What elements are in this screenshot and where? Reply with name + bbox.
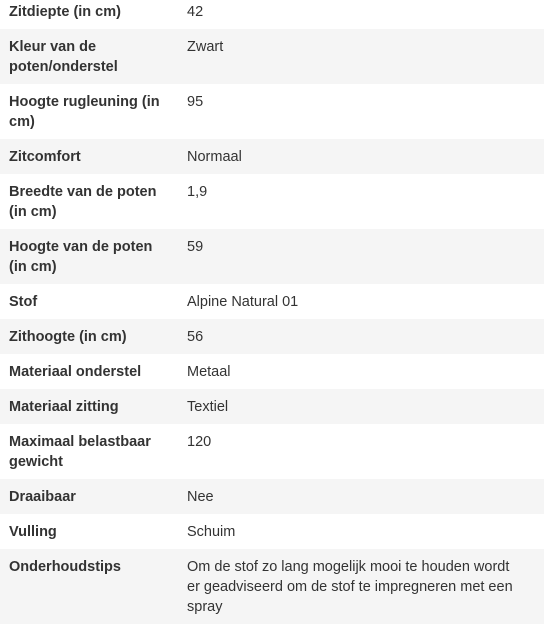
spec-label: Maximaal belastbaar gewicht: [9, 434, 151, 470]
spec-row-stof: [0, 284, 544, 319]
spec-value: Metaal: [187, 364, 231, 380]
spec-value: Nee: [187, 489, 214, 505]
spec-value: 42: [187, 4, 204, 20]
spec-row-kleur-poten: [0, 29, 544, 84]
spec-value: 120: [187, 434, 212, 450]
spec-value: Om de stof zo lang mogelijk mooi te houden wordt er geadviseerd om de stof te impregneren met een spray: [187, 559, 513, 615]
spec-row-hoogte-poten: [0, 229, 544, 284]
spec-label: Hoogte van de poten (in cm): [9, 239, 153, 275]
spec-label: Kleur van de poten/onderstel: [9, 39, 118, 75]
spec-label: Materiaal zitting: [9, 399, 119, 415]
spec-label: Onderhoudstips: [9, 559, 121, 575]
spec-label: Zitdiepte (in cm): [9, 4, 121, 20]
spec-value: 95: [187, 94, 204, 110]
spec-label: Materiaal onderstel: [9, 364, 142, 380]
spec-label: Zitcomfort: [9, 149, 81, 165]
spec-row-vulling: [0, 514, 544, 549]
spec-value: 56: [187, 329, 204, 345]
spec-value: Schuim: [187, 524, 236, 540]
spec-row-materiaal-zitting: [0, 389, 544, 424]
spec-label: Vulling: [9, 524, 57, 540]
spec-value: Alpine Natural 01: [187, 294, 299, 310]
spec-row-materiaal-onderstel: [0, 354, 544, 389]
spec-row-max-gewicht: [0, 424, 544, 479]
spec-value: Textiel: [187, 399, 229, 415]
spec-label: Breedte van de poten (in cm): [9, 184, 157, 220]
spec-value: 59: [187, 239, 204, 255]
spec-row-zithoogte: [0, 319, 544, 354]
spec-row-onderhoudstips: [0, 549, 544, 624]
spec-row-draaibaar: [0, 479, 544, 514]
spec-row-zitcomfort: [0, 139, 544, 174]
spec-value: 1,9: [187, 184, 208, 200]
spec-label: Draaibaar: [9, 489, 76, 505]
spec-label: Stof: [9, 294, 38, 310]
spec-value: Zwart: [187, 39, 224, 55]
spec-row-hoogte-rugleuning: [0, 84, 544, 139]
spec-label: Hoogte rugleuning (in cm): [9, 94, 160, 130]
spec-value: Normaal: [187, 149, 242, 165]
spec-label: Zithoogte (in cm): [9, 329, 127, 345]
spec-row-zitdiepte: [0, 0, 544, 29]
spec-row-breedte-poten: [0, 174, 544, 229]
